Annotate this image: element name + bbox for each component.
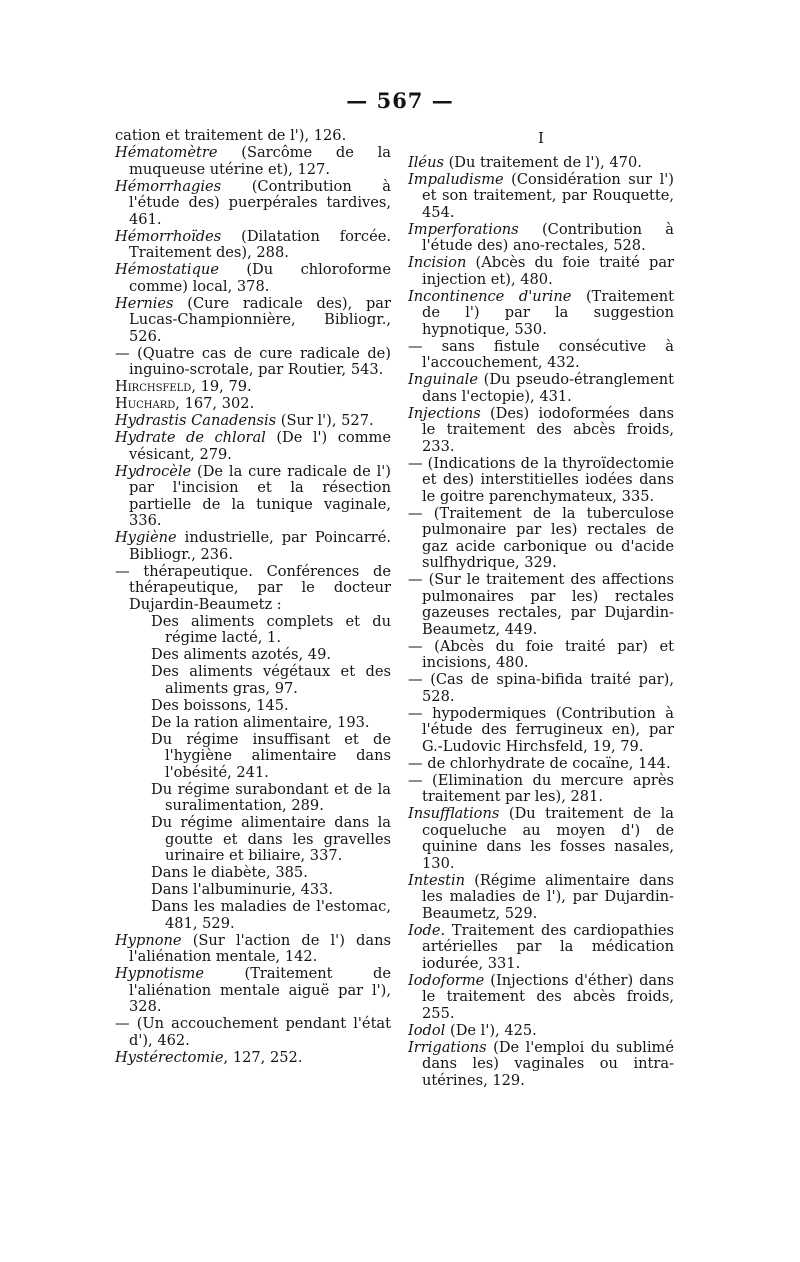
- index-entry: [115, 145, 391, 178]
- index-entry: [115, 1050, 391, 1067]
- index-entry: [115, 530, 391, 563]
- index-text: Du régime alimentaire dans la goutte et dans les gravelles urinaire et biliaire, 337.: [151, 814, 391, 864]
- index-term: Imperforations: [408, 220, 519, 238]
- index-reference: Traitement des cardiopathies artérielles par la médication iodurée, 331.: [422, 921, 674, 972]
- index-term: Hypnone: [115, 931, 182, 949]
- index-text: Dans les maladies de l'estomac, 481, 529.: [151, 898, 391, 932]
- index-reference: , 167, 302.: [175, 395, 255, 412]
- index-entry: [115, 464, 391, 530]
- index-term: Hydrocèle: [115, 462, 192, 480]
- index-entry: [408, 923, 674, 973]
- index-subentry: [151, 614, 391, 647]
- index-text: — (Cas de spina-bifida traité par), 528.: [408, 671, 674, 705]
- index-subentry: [151, 715, 391, 732]
- index-entry: [408, 372, 674, 405]
- index-subentry: [151, 882, 391, 899]
- index-entry: [115, 379, 391, 396]
- index-text: — (Sur le traitement des affections pulmonaires par les) rectales gazeuses rectales, par Dujardin-Beaumetz, 449.: [408, 571, 674, 638]
- index-entry: [408, 756, 674, 773]
- index-reference: (Traitement de l'aliénation mentale aiguë par l'), 328.: [129, 965, 391, 1015]
- index-term: Hydrastis Canadensis: [115, 412, 277, 429]
- index-text: — (Elimination du mercure après traitement par les), 281.: [408, 771, 674, 805]
- index-reference: (Sarcôme de la muqueuse utérine et), 127.: [129, 144, 391, 178]
- index-text: — de chlorhydrate de cocaïne, 144.: [408, 754, 671, 772]
- index-term: Iléus: [408, 153, 444, 171]
- index-reference: (De l'), 425.: [445, 1021, 537, 1039]
- index-text: Dans le diabète, 385.: [151, 864, 308, 881]
- index-term: Hémorrhagies: [115, 177, 222, 195]
- index-column-right: [408, 128, 674, 1090]
- index-term: Intestin: [408, 871, 466, 889]
- index-entry: [115, 396, 391, 413]
- index-entries-right: [408, 155, 674, 1090]
- index-term: Hernies: [115, 294, 174, 312]
- index-term: Iode.: [408, 921, 446, 939]
- index-entry: [115, 933, 391, 966]
- index-entry: [408, 255, 674, 288]
- index-entry: [115, 346, 391, 379]
- index-reference: (Traitement de l') par la suggestion hypnotique, 530.: [422, 287, 674, 338]
- index-entry: [408, 806, 674, 872]
- index-reference: (Cure radicale des), par Lucas-Championnière, Bibliogr., 526.: [129, 294, 391, 345]
- index-entry: [115, 179, 391, 229]
- index-reference: (Contribution à l'étude des) puerpérales tardives, 461.: [129, 177, 391, 228]
- index-term: Incision: [408, 254, 467, 271]
- index-term: Hémorrhoïdes: [115, 227, 222, 245]
- index-term: Iodoforme: [408, 971, 485, 989]
- index-entry: [408, 222, 674, 255]
- index-entry: [408, 289, 674, 339]
- index-term: Hématomètre: [115, 144, 218, 161]
- index-text: — thérapeutique. Conférences de thérapeutique, par le docteur Dujardin-Beaumetz :: [115, 562, 391, 613]
- index-term: Incontinence d'urine: [408, 287, 572, 305]
- index-reference: (Sur l'action de l') dans l'aliénation mentale, 142.: [129, 931, 391, 965]
- index-entry: [408, 572, 674, 638]
- index-entry: [408, 406, 674, 456]
- index-entry: [408, 873, 674, 923]
- index-reference: industrielle, par Poincarré. Bibliogr., 236.: [129, 529, 391, 563]
- index-entry: [115, 229, 391, 262]
- index-subentry: [151, 782, 391, 815]
- index-term: Impaludisme: [408, 170, 504, 188]
- index-entry: [408, 773, 674, 806]
- index-subentry: [151, 664, 391, 697]
- index-text: Du régime surabondant et de la suralimentation, 289.: [151, 780, 391, 814]
- index-term: Hémostatique: [115, 261, 219, 278]
- index-entry: [115, 128, 391, 145]
- index-text: Des aliments azotés, 49.: [151, 646, 332, 663]
- index-subentry: [151, 647, 391, 664]
- index-entry: [408, 339, 674, 372]
- index-subentry: [151, 865, 391, 882]
- index-reference: (Injections d'éther) dans le traitement des abcès froids, 255.: [422, 971, 674, 1022]
- index-term: Hystérectomie: [115, 1048, 224, 1066]
- index-entry: [408, 1040, 674, 1090]
- index-entry: [408, 172, 674, 222]
- index-entry: [115, 430, 391, 463]
- index-entry: [408, 973, 674, 1023]
- index-reference: (De la cure radicale de l') par l'incision et la résection partielle de la tunique vaginale, 336.: [129, 462, 391, 529]
- index-term: Irrigations: [408, 1038, 487, 1056]
- index-text: — (Quatre cas de cure radicale de) inguino-scrotale, par Routier, 543.: [115, 344, 391, 378]
- index-text: De la ration alimentaire, 193.: [151, 713, 370, 731]
- index-term: Iodol: [408, 1021, 446, 1039]
- index-subentry: [151, 899, 391, 932]
- index-text: cation et traitement de l'), 126.: [115, 127, 347, 144]
- index-entry: [408, 706, 674, 756]
- index-entry: [115, 1016, 391, 1049]
- index-reference: (Dilatation forcée. Traitement des), 288.: [129, 227, 391, 261]
- index-subentry: [151, 698, 391, 715]
- index-reference: (Du pseudo-étranglement dans l'ectopie), 431.: [422, 371, 674, 405]
- index-entry: [408, 456, 674, 506]
- index-text: Des aliments végétaux et des aliments gras, 97.: [151, 663, 391, 697]
- index-entry: [115, 262, 391, 295]
- index-term: Hygiène: [115, 529, 177, 546]
- index-text: — sans fistule consécutive à l'accouchement, 432.: [408, 337, 674, 371]
- index-term: Inguinale: [408, 371, 478, 388]
- index-subentry: [151, 815, 391, 865]
- index-author-name: Huchard: [115, 395, 176, 412]
- index-reference: (De l') comme vésicant, 279.: [129, 429, 392, 463]
- index-text: — (Traitement de la tuberculose pulmonaire par les) rectales de gaz acide carbonique ou d'acide sulfhydrique, 329.: [408, 504, 674, 571]
- index-text: — (Un accouchement pendant l'état d'), 462.: [115, 1015, 391, 1049]
- index-term: Injections: [408, 404, 481, 422]
- index-entry: [408, 1023, 674, 1040]
- index-entry: [115, 413, 391, 430]
- index-text: Des boissons, 145.: [151, 696, 289, 714]
- index-subentry: [151, 732, 391, 782]
- index-text: Du régime insuffisant et de l'hygiène alimentaire dans l'obésité, 241.: [151, 730, 391, 781]
- page-number-header: — 567 —: [346, 88, 454, 113]
- index-reference: (Du traitement de l'), 470.: [443, 153, 642, 171]
- index-text: Des aliments complets et du régime lacté, 1.: [151, 612, 391, 646]
- index-reference: , 19, 79.: [191, 378, 252, 395]
- index-entry: [408, 639, 674, 672]
- section-letter: I: [538, 129, 544, 147]
- index-entry: [408, 506, 674, 572]
- index-column-left: [115, 128, 391, 1067]
- index-entry: [115, 296, 391, 346]
- index-reference: (Des) iodoformées dans le traitement des abcès froids, 233.: [422, 404, 674, 455]
- index-term: Insufflations: [408, 805, 500, 822]
- index-reference: (Contribution à l'étude des) ano-rectales, 528.: [422, 220, 674, 254]
- index-reference: (Du chloroforme comme) local, 378.: [129, 261, 391, 295]
- index-text: — (Abcès du foie traité par) et incisions, 480.: [408, 637, 674, 671]
- index-reference: (Sur l'), 527.: [276, 412, 374, 429]
- index-entry: [115, 966, 391, 1016]
- index-text: — hypodermiques (Contribution à l'étude des ferrugineux en), par G.-Ludovic Hirchsfeld, 19, 79.: [408, 704, 674, 755]
- index-text: — (Indications de la thyroïdectomie et des) interstitielles iodées dans le goitre parenchymateux, 335.: [408, 454, 674, 505]
- index-entry: [115, 564, 391, 614]
- index-reference: (Régime alimentaire dans les maladies de l'), par Dujardin-Beaumetz, 529.: [422, 871, 674, 922]
- index-entry: [408, 155, 674, 172]
- index-reference: , 127, 252.: [223, 1048, 303, 1066]
- index-entry: [408, 672, 674, 705]
- index-reference: (Du traitement de la coqueluche au moyen d') de quinine dans les fosses nasales, 130.: [422, 805, 674, 872]
- index-author-name: Hirchsfeld: [115, 378, 192, 395]
- index-reference: (Abcès du foie traité par injection et), 480.: [422, 254, 674, 288]
- index-term: Hypnotisme: [115, 965, 204, 982]
- index-term: Hydrate de chloral: [115, 429, 266, 446]
- index-text: Dans l'albuminurie, 433.: [151, 881, 334, 898]
- index-reference: (Considération sur l') et son traitement, par Rouquette, 454.: [422, 170, 674, 221]
- index-reference: (De l'emploi du sublimé dans les) vaginales ou intra-utérines, 129.: [422, 1038, 674, 1089]
